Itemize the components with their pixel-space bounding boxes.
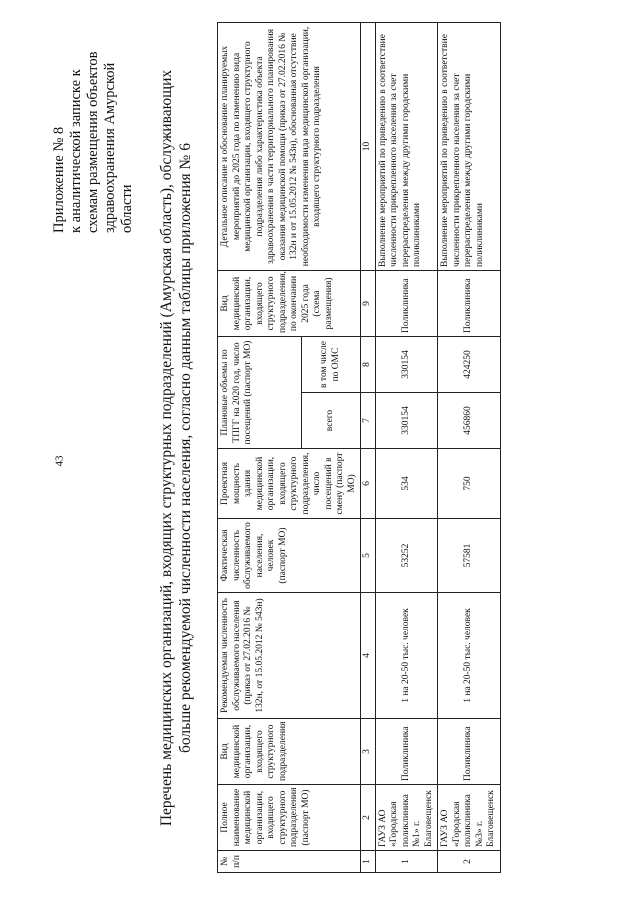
header-cell: всего bbox=[301, 393, 360, 449]
column-number: 7 bbox=[361, 393, 376, 449]
header-cell: Плановые объемы по ТПГГ на 2020 год, число посещений (паспорт МО) bbox=[218, 336, 302, 448]
visits-oms: 424250 bbox=[438, 336, 501, 392]
description: Выполнение мероприятий по приведению в соответствие численности прикрепленного населения за счет перераспределения между другими городскими поликлиниками bbox=[438, 22, 501, 270]
appendix-line: Приложение № 8 bbox=[51, 126, 67, 233]
visits-total: 330154 bbox=[375, 393, 438, 449]
table-row bbox=[438, 22, 501, 872]
page-number: 43 bbox=[53, 455, 66, 467]
row-number: 1 bbox=[375, 851, 438, 873]
column-number: 2 bbox=[361, 785, 376, 851]
header-cell: Рекомендуемая численность обслуживаемого населения (приказ от 27.02.2016 № 132н, от 15.05.2012 № 543н) bbox=[218, 593, 361, 719]
column-number: 5 bbox=[361, 519, 376, 593]
title-line-2: больше рекомендуемой численности населения, согласно данным таблицы приложения № 6 bbox=[177, 143, 194, 753]
column-number: 6 bbox=[361, 449, 376, 519]
column-number: 1 bbox=[361, 851, 376, 873]
org-name: ГАУЗ АО «Городская поликлиника №1» г. Благовещенск bbox=[375, 785, 438, 851]
org-kind-2025: Поликлиника bbox=[438, 270, 501, 336]
header-cell: Фактическая численность обслуживаемого населения, человек (паспорт МО) bbox=[218, 519, 361, 593]
appendix-line: области bbox=[119, 184, 135, 233]
visits-oms: 330154 bbox=[375, 336, 438, 392]
table-row bbox=[375, 22, 438, 872]
organizations-table bbox=[217, 22, 501, 873]
column-number: 9 bbox=[361, 270, 376, 336]
appendix-line: к аналитической записке к bbox=[68, 69, 84, 233]
column-number: 8 bbox=[361, 336, 376, 392]
appendix-block bbox=[51, 45, 136, 233]
org-kind-2025: Поликлиника bbox=[375, 270, 438, 336]
org-name: ГАУЗ АО «Городская поликлиника №3» г. Благовещенск bbox=[438, 785, 501, 851]
column-number: 10 bbox=[361, 22, 376, 270]
header-cell: Детальное описание и обоснование планируемых мероприятий до 2025 года по изменению вида медицинской организации, входящего структурного подразделения либо характеристика объекта здравоохранения в части территориального планирования оказания медицинской помощи (приказ от 27.02.2016 № 132н и от 15.05.2012 № 543н), обоснованная отсутствие необходимости изменения вида медицинской организации, входящего структурного подразделения bbox=[218, 22, 361, 270]
header-cell: № п/п bbox=[218, 851, 361, 873]
recommended-population: 1 на 20-50 тыс. человек bbox=[375, 593, 438, 719]
title-line-1: Перечень медицинских организаций, входящих структурных подразделений (Амурская область), обслуживающих bbox=[158, 69, 175, 827]
row-number: 2 bbox=[438, 851, 501, 873]
header-cell: Вид медицинской организации, входящего структурного подразделения, по окончании 2025 года (схема размещения) bbox=[218, 270, 361, 336]
description: Выполнение мероприятий по приведению в соответствие численности прикрепленного населения за счет перераспределения между другими городскими поликлиниками bbox=[375, 22, 438, 270]
appendix-line: схемам размещения объектов bbox=[85, 51, 101, 233]
header-row bbox=[218, 22, 302, 872]
header-cell: Полное наименование медицинской организации, входящего структурного подразделения (паспорт МО) bbox=[218, 785, 361, 851]
column-number: 3 bbox=[361, 719, 376, 785]
visits-total: 456860 bbox=[438, 393, 501, 449]
column-number-row bbox=[361, 22, 376, 872]
header-cell: Вид медицинской организации, входящего структурного подразделения bbox=[218, 719, 361, 785]
appendix-line: здравоохранения Амурской bbox=[102, 62, 118, 233]
capacity: 750 bbox=[438, 449, 501, 519]
org-kind: Поликлиника bbox=[375, 719, 438, 785]
column-number: 4 bbox=[361, 593, 376, 719]
rotated-page-content bbox=[45, 23, 545, 873]
org-kind: Поликлиника bbox=[438, 719, 501, 785]
capacity: 534 bbox=[375, 449, 438, 519]
actual-population: 57581 bbox=[438, 519, 501, 593]
header-cell: в том числе по ОМС bbox=[301, 336, 360, 392]
document-title bbox=[157, 23, 195, 873]
recommended-population: 1 на 20-50 тыс. человек bbox=[438, 593, 501, 719]
header-cell: Проектная мощность здания медицинской организации, входящего структурного подразделения, число посещений в смену (паспорт МО) bbox=[218, 449, 361, 519]
actual-population: 53252 bbox=[375, 519, 438, 593]
